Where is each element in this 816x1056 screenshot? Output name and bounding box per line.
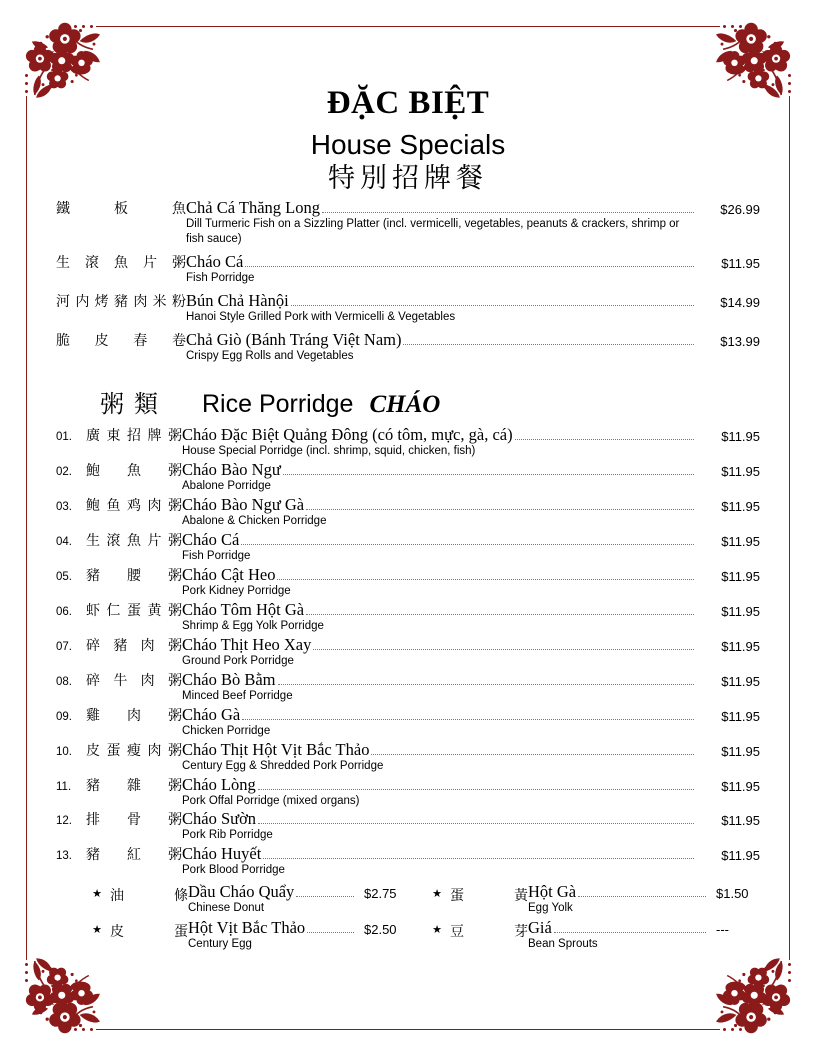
menu-item-description: Crispy Egg Rolls and Vegetables [186, 350, 354, 363]
menu-item-price: $11.95 [721, 813, 760, 829]
menu-item-name-line [182, 600, 696, 620]
menu-item-price: $14.99 [720, 295, 760, 311]
menu-item-name-line [182, 495, 696, 515]
menu-item-number: 13. [56, 850, 72, 863]
menu-item-number: 06. [56, 605, 72, 618]
menu-item-chinese-name: 虾仁蛋黄粥 [86, 602, 182, 619]
addon-description: Bean Sprouts [528, 938, 598, 951]
menu-item-name-line [186, 252, 696, 272]
menu-item-vietnamese-name: Cháo Huyết [182, 844, 262, 864]
addon-name-line [528, 918, 708, 938]
menu-item-description: Abalone Porridge [182, 480, 271, 493]
menu-item-chinese-name: 皮蛋瘦肉粥 [86, 742, 182, 759]
border-left [26, 96, 27, 960]
menu-item-body [182, 775, 696, 809]
menu-item-row[interactable] [56, 844, 760, 878]
star-icon: ★ [92, 887, 102, 901]
dotted-leader [245, 266, 694, 267]
dotted-leader [307, 932, 354, 933]
menu-item-body [182, 600, 696, 634]
menu-item-row[interactable] [56, 425, 760, 459]
addon-price: --- [716, 922, 729, 938]
menu-item-number: 07. [56, 640, 72, 653]
dotted-leader [371, 754, 694, 755]
menu-item-chinese-name: 豬雜粥 [86, 777, 182, 794]
menu-item-chinese-name: 廣東招牌粥 [86, 428, 182, 445]
menu-item-chinese-name: 豬腰粥 [86, 567, 182, 584]
dotted-leader [306, 614, 694, 615]
menu-item-body [182, 844, 696, 878]
addon-price: $1.50 [716, 886, 749, 902]
menu-item-price: $13.99 [720, 334, 760, 350]
menu-item-vietnamese-name: Cháo Bò Bằm [182, 669, 276, 689]
addon-name-line [188, 882, 356, 902]
addon-vietnamese-name: Dầu Cháo Quẩy [188, 882, 295, 902]
menu-item-vietnamese-name: Cháo Cá [186, 252, 244, 272]
addon-item[interactable] [56, 882, 408, 916]
menu-item-name-line [186, 330, 696, 350]
menu-item-body [186, 330, 696, 364]
menu-item-body [182, 635, 696, 669]
menu-item-price: $11.95 [721, 778, 760, 794]
menu-item-vietnamese-name: Cháo Bào Ngư Gà [182, 495, 305, 515]
addon-row [56, 918, 760, 952]
menu-item-description: Minced Beef Porridge [182, 689, 293, 702]
addon-description: Egg Yolk [528, 902, 573, 915]
section-header-chinese: 粥類 [100, 390, 168, 419]
addon-chinese-name: 油條 [110, 888, 188, 905]
menu-item-row[interactable] [56, 600, 760, 634]
border-bottom [96, 1029, 720, 1030]
menu-item-body [186, 291, 696, 325]
menu-item-body [186, 252, 696, 286]
menu-item-number: 04. [56, 535, 72, 548]
dotted-leader [263, 858, 694, 859]
menu-item-price: $11.95 [721, 708, 760, 724]
menu-item-vietnamese-name: Chả Giò (Bánh Tráng Việt Nam) [186, 330, 402, 350]
dotted-leader [283, 474, 694, 475]
menu-item-vietnamese-name: Cháo Gà [182, 704, 241, 724]
addon-name-line [528, 882, 708, 902]
menu-item-chinese-name: 碎牛肉粥 [86, 672, 182, 689]
addon-description: Chinese Donut [188, 902, 265, 915]
menu-item-number: 11. [56, 780, 72, 793]
menu-item-description: Hanoi Style Grilled Pork with Vermicelli & Vegetables [186, 311, 456, 324]
addon-vietnamese-name: Hột Gà [528, 882, 577, 902]
dotted-leader [258, 823, 694, 824]
menu-item-row[interactable] [56, 198, 760, 247]
menu-item-price: $11.95 [721, 499, 760, 515]
menu-item-chinese-name: 鐵板魚 [56, 201, 186, 218]
menu-item-description: Ground Pork Porridge [182, 654, 294, 667]
dotted-leader [554, 932, 706, 933]
rice-porridge-list [56, 425, 760, 878]
menu-item-number: 10. [56, 745, 72, 758]
menu-item-chinese-name: 鮑魚粥 [86, 463, 182, 480]
menu-item-price: $11.95 [721, 568, 760, 584]
menu-item-name-line [182, 530, 696, 550]
star-icon: ★ [432, 923, 442, 937]
menu-item-row[interactable] [56, 635, 760, 669]
menu-item-vietnamese-name: Cháo Cật Heo [182, 564, 276, 584]
menu-item-price: $11.95 [721, 429, 760, 445]
menu-item-row[interactable] [56, 565, 760, 599]
menu-item-body [182, 460, 696, 494]
menu-item-vietnamese-name: Cháo Thịt Heo Xay [182, 634, 312, 654]
menu-item-vietnamese-name: Chả Cá Thăng Long [186, 198, 320, 218]
menu-item-row[interactable] [56, 740, 760, 774]
addon-body [528, 882, 708, 916]
menu-item-chinese-name: 碎豬肉粥 [86, 637, 182, 654]
dotted-leader [322, 212, 694, 213]
menu-item-number: 05. [56, 570, 72, 583]
menu-item-number: 09. [56, 710, 72, 723]
menu-item-name-line [182, 844, 696, 864]
menu-item-row[interactable] [56, 291, 760, 325]
menu-item-chinese-name: 生滾魚片粥 [56, 255, 186, 272]
page-title [56, 86, 760, 194]
star-icon: ★ [432, 887, 442, 901]
house-specials-list [56, 198, 760, 364]
menu-item-body [182, 740, 696, 774]
menu-item-description: Abalone & Chicken Porridge [182, 515, 327, 528]
menu-item-name-line [182, 565, 696, 585]
menu-item-price: $11.95 [721, 464, 760, 480]
menu-item-chinese-name: 雞肉粥 [86, 707, 182, 724]
menu-item-description: Shrimp & Egg Yolk Porridge [182, 619, 324, 632]
menu-item-chinese-name: 排骨粥 [86, 812, 182, 829]
dotted-leader [403, 344, 694, 345]
menu-item-description: Chicken Porridge [182, 724, 271, 737]
menu-item-name-line [186, 291, 696, 311]
menu-item-price: $11.95 [721, 638, 760, 654]
addon-description: Century Egg [188, 938, 252, 951]
menu-item-price: $26.99 [720, 202, 760, 218]
section-header-vietnamese: CHÁO [369, 391, 441, 419]
dotted-leader [306, 509, 694, 510]
menu-item-body [182, 705, 696, 739]
page-title-vietnamese: ĐẶC BIỆT [326, 85, 490, 121]
addon-name-line [188, 918, 356, 938]
addon-chinese-name: 皮蛋 [110, 924, 188, 941]
menu-item-number: 02. [56, 466, 72, 479]
menu-item-name-line [182, 775, 696, 795]
menu-item-vietnamese-name: Cháo Bào Ngư [182, 460, 281, 480]
section-header-english: Rice Porridge [202, 390, 354, 419]
menu-item-body [186, 198, 696, 247]
page-title-english: House Specials [310, 128, 506, 160]
dotted-leader [258, 789, 694, 790]
menu-item-description: Pork Kidney Porridge [182, 584, 291, 597]
menu-item-chinese-name: 鲍鱼鸡肉粥 [86, 498, 182, 515]
menu-item-description: Pork Rib Porridge [182, 829, 273, 842]
menu-item-vietnamese-name: Cháo Thịt Hột Vịt Bắc Thảo [182, 739, 370, 759]
menu-item-body [182, 565, 696, 599]
menu-item-number: 08. [56, 675, 72, 688]
menu-item-row[interactable] [56, 460, 760, 494]
menu-item-row[interactable] [56, 670, 760, 704]
menu-item-name-line [182, 670, 696, 690]
menu-item-name-line [186, 198, 696, 218]
menu-item-description: Pork Offal Porridge (mixed organs) [182, 794, 360, 807]
dotted-leader [296, 896, 354, 897]
border-top [96, 26, 720, 27]
menu-item-description: Dill Turmeric Fish on a Sizzling Platter (incl. vermicelli, vegetables, peanuts & crackers, shrimp or fish sauce) [186, 218, 680, 246]
menu-item-body [182, 530, 696, 564]
dotted-leader [241, 544, 694, 545]
dotted-leader [242, 719, 694, 720]
addon-item[interactable] [408, 882, 760, 916]
menu-item-chinese-name: 生滾魚片粥 [86, 532, 182, 549]
menu-item-vietnamese-name: Cháo Cá [182, 529, 240, 549]
dotted-leader [291, 305, 694, 306]
menu-item-vietnamese-name: Cháo Sườn [182, 809, 257, 829]
menu-item-number: 01. [56, 431, 72, 444]
menu-item-name-line [182, 740, 696, 760]
menu-item-description: Pork Blood Porridge [182, 864, 285, 877]
menu-item-body [182, 670, 696, 704]
menu-item-row[interactable] [56, 530, 760, 564]
addon-chinese-name: 豆芽 [450, 924, 528, 941]
menu-item-chinese-name: 脆皮春卷 [56, 333, 186, 350]
menu-item-name-line [182, 635, 696, 655]
menu-item-row[interactable] [56, 809, 760, 843]
section-header-rice-porridge [56, 384, 760, 419]
addon-price: $2.50 [364, 922, 397, 938]
menu-content [56, 60, 760, 954]
menu-item-price: $11.95 [721, 673, 760, 689]
menu-item-body [182, 809, 696, 843]
menu-item-name-line [182, 705, 696, 725]
menu-item-name-line [182, 425, 696, 445]
dotted-leader [515, 439, 694, 440]
menu-item-name-line [182, 460, 696, 480]
menu-item-description: Century Egg & Shredded Pork Porridge [182, 759, 384, 772]
menu-item-description: Fish Porridge [182, 549, 251, 562]
menu-item-number: 12. [56, 815, 72, 828]
dotted-leader [313, 649, 694, 650]
dotted-leader [278, 684, 695, 685]
addon-chinese-name: 蛋黃 [450, 888, 528, 905]
menu-item-vietnamese-name: Cháo Đặc Biệt Quảng Đông (có tôm, mực, gà, cá) [182, 425, 513, 445]
star-icon: ★ [92, 923, 102, 937]
menu-item-body [182, 495, 696, 529]
menu-item-vietnamese-name: Cháo Lòng [182, 774, 256, 794]
menu-item-row[interactable] [56, 775, 760, 809]
addon-item[interactable] [56, 918, 408, 952]
addon-price: $2.75 [364, 886, 397, 902]
menu-item-price: $11.95 [721, 743, 760, 759]
menu-item-row[interactable] [56, 330, 760, 364]
menu-item-row[interactable] [56, 705, 760, 739]
menu-item-row[interactable] [56, 495, 760, 529]
addon-vietnamese-name: Hột Vịt Bắc Thảo [188, 918, 306, 938]
menu-item-row[interactable] [56, 252, 760, 286]
menu-item-price: $11.95 [721, 848, 760, 864]
dotted-leader [277, 579, 694, 580]
menu-item-price: $11.95 [721, 603, 760, 619]
menu-item-description: Fish Porridge [186, 272, 255, 285]
menu-item-chinese-name: 豬紅粥 [86, 847, 182, 864]
menu-item-vietnamese-name: Cháo Tôm Hột Gà [182, 599, 305, 619]
menu-item-body [182, 425, 696, 459]
menu-item-vietnamese-name: Bún Chả Hànội [186, 291, 289, 311]
dotted-leader [578, 896, 706, 897]
addon-body [528, 918, 708, 952]
addon-row [56, 882, 760, 916]
page-title-chinese: 特別招牌餐 [328, 163, 488, 195]
addon-body [188, 882, 356, 916]
menu-item-name-line [182, 809, 696, 829]
addon-body [188, 918, 356, 952]
border-right [789, 96, 790, 960]
menu-item-description: House Special Porridge (incl. shrimp, squid, chicken, fish) [182, 445, 476, 458]
menu-item-price: $11.95 [721, 533, 760, 549]
menu-item-chinese-name: 河内烤豬肉米粉 [56, 294, 186, 311]
addons-list [56, 882, 760, 952]
addon-item[interactable] [408, 918, 760, 952]
menu-item-number: 03. [56, 501, 72, 514]
menu-item-price: $11.95 [721, 256, 760, 272]
addon-vietnamese-name: Giá [528, 918, 552, 938]
